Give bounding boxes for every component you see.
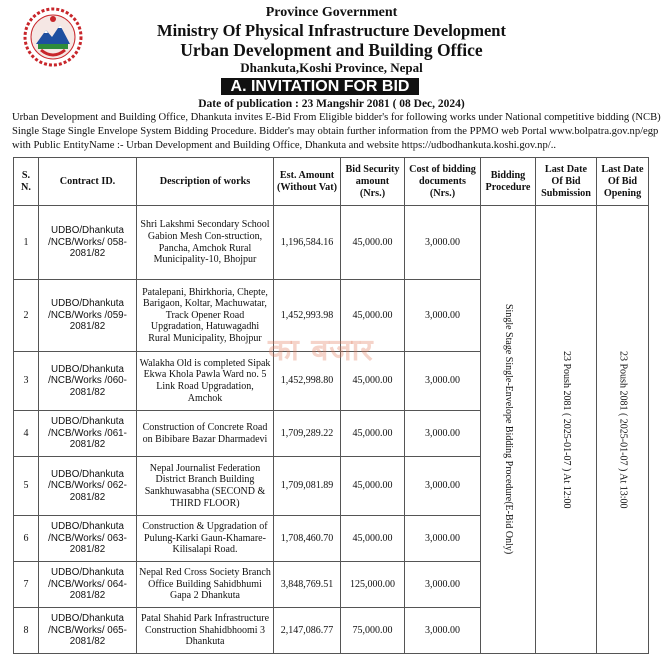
row-bidding-cost: 3,000.00 <box>405 206 481 280</box>
publication-date: Date of publication : 23 Mangshir 2081 ( 08 Dec, 2024) <box>198 98 465 110</box>
opening-date-text: 23 Poush 2081 ( 2025-01-07 ) At 13:00 <box>617 350 629 509</box>
col-est-amount: Est. Amount (Without Vat) <box>274 158 341 206</box>
watermark-text: का बजार <box>268 333 374 368</box>
row-description: Patal Shahid Park Infrastructure Construction Shahidbhoomi 3 Dhankuta <box>137 608 274 654</box>
row-est-amount: 1,452,993.98 <box>274 280 341 352</box>
row-contract-id: UDBO/Dhankuta /NCB/Works /061-2081/82 <box>39 411 137 457</box>
row-bid-security: 45,000.00 <box>341 352 405 411</box>
row-bid-security: 45,000.00 <box>341 516 405 562</box>
row-bidding-cost: 3,000.00 <box>405 608 481 654</box>
row-est-amount: 1,709,081.89 <box>274 457 341 516</box>
row-bid-security: 45,000.00 <box>341 280 405 352</box>
intro-paragraph <box>12 111 661 154</box>
row-bidding-cost: 3,000.00 <box>405 562 481 608</box>
row-description: Construction & Upgradation of Pulung-Karki Gaun-Khamare-Kilisalapi Road. <box>137 516 274 562</box>
office-heading: Urban Development and Building Office <box>180 40 483 60</box>
row-sn: 1 <box>14 206 39 280</box>
row-sn: 2 <box>14 280 39 352</box>
row-description: Construction of Concrete Road on Bibibare Bazar Dharmadevi <box>137 411 274 457</box>
row-bid-security: 45,000.00 <box>341 206 405 280</box>
row-sn: 5 <box>14 457 39 516</box>
row-contract-id: UDBO/Dhankuta /NCB/Works/ 063-2081/82 <box>39 516 137 562</box>
row-bid-security: 75,000.00 <box>341 608 405 654</box>
row-bidding-cost: 3,000.00 <box>405 516 481 562</box>
row-sn: 6 <box>14 516 39 562</box>
col-bid-security: Bid Security amount (Nrs.) <box>341 158 405 206</box>
col-submission-date: Last Date Of Bid Submission <box>536 158 597 206</box>
row-est-amount: 1,196,584.16 <box>274 206 341 280</box>
row-contract-id: UDBO/Dhankuta /NCB/Works /059-2081/82 <box>39 280 137 352</box>
submission-date-text: 23 Poush 2081 ( 2025-01-07 ) At 12:00 <box>560 350 572 509</box>
row-bid-security: 125,000.00 <box>341 562 405 608</box>
procedure-text: Single Stage Single-Envelope Bidding Procedure(E-Bid Only) <box>502 304 514 555</box>
row-est-amount: 1,709,289.22 <box>274 411 341 457</box>
table-row <box>14 206 649 280</box>
row-description: Nepal Journalist Federation District Branch Building Sankhuwasabha (SECOND & THIRD FLOOR) <box>137 457 274 516</box>
row-sn: 4 <box>14 411 39 457</box>
row-description: Nepal Red Cross Society Branch Office Building Sahidbhumi Gapa 2 Dhankuta <box>137 562 274 608</box>
row-bid-security: 45,000.00 <box>341 411 405 457</box>
intro-line: with Public EntityName :- Urban Development and Building Office, Dhankuta and website https://udbodhankuta.koshi.gov.np/.. <box>12 140 557 152</box>
row-contract-id: UDBO/Dhankuta /NCB/Works /060-2081/82 <box>39 352 137 411</box>
row-description: Shri Lakshmi Secondary School Gabion Mesh Con-struction, Pancha, Amchok Rural Municipality-10, Bhojpur <box>137 206 274 280</box>
col-sn: S. N. <box>14 158 39 206</box>
row-contract-id: UDBO/Dhankuta /NCB/Works/ 062-2081/82 <box>39 457 137 516</box>
row-description: Patalepani, Bhirkhoria, Chepte, Barigaon, Koltar, Machuwatar, Track Opener Road Upgradation, Hatuwagadhi Rural Municipality, Bhojpur <box>137 280 274 352</box>
col-opening-date: Last Date Of Bid Opening <box>597 158 649 206</box>
procedure-cell <box>481 206 536 654</box>
row-sn: 8 <box>14 608 39 654</box>
row-description: Walakha Old is completed Sipak Ekwa Khola Pawla Ward no. 5 Link Road Upgradation, Amchok <box>137 352 274 411</box>
col-bidding-cost: Cost of bidding documents (Nrs.) <box>405 158 481 206</box>
bid-table <box>13 157 649 654</box>
row-contract-id: UDBO/Dhankuta /NCB/Works/ 064-2081/82 <box>39 562 137 608</box>
table-header-row <box>14 158 649 206</box>
province-government-heading: Province Government <box>265 5 398 20</box>
submission-date-cell <box>536 206 597 654</box>
row-bidding-cost: 3,000.00 <box>405 411 481 457</box>
intro-line: Urban Development and Building Office, Dhankuta invites E-Bid From Eligible bidder's for following works under National competitive bidding (NCB) <box>12 112 661 123</box>
col-contract-id: Contract ID. <box>39 158 137 206</box>
row-bidding-cost: 3,000.00 <box>405 457 481 516</box>
row-bidding-cost: 3,000.00 <box>405 352 481 411</box>
row-sn: 3 <box>14 352 39 411</box>
col-description: Description of works <box>137 158 274 206</box>
row-bid-security: 45,000.00 <box>341 457 405 516</box>
invitation-title: A. INVITATION FOR BID <box>221 78 419 95</box>
opening-date-cell <box>597 206 649 654</box>
row-contract-id: UDBO/Dhankuta /NCB/Works/ 065-2081/82 <box>39 608 137 654</box>
row-sn: 7 <box>14 562 39 608</box>
intro-line: Single Stage Single Envelope System Bidding Procedure. Bidder's may obtain further information from the PPMO web Portal www.bolpatra.gov.np/egp <box>12 126 659 138</box>
row-est-amount: 1,452,998.80 <box>274 352 341 411</box>
row-est-amount: 3,848,769.51 <box>274 562 341 608</box>
ministry-heading: Ministry Of Physical Infrastructure Development <box>157 21 506 40</box>
row-est-amount: 2,147,086.77 <box>274 608 341 654</box>
row-contract-id: UDBO/Dhankuta /NCB/Works/ 058-2081/82 <box>39 206 137 280</box>
location-heading: Dhankuta,Koshi Province, Nepal <box>240 60 423 75</box>
row-est-amount: 1,708,460.70 <box>274 516 341 562</box>
col-procedure: Bidding Procedure <box>481 158 536 206</box>
row-bidding-cost: 3,000.00 <box>405 280 481 352</box>
